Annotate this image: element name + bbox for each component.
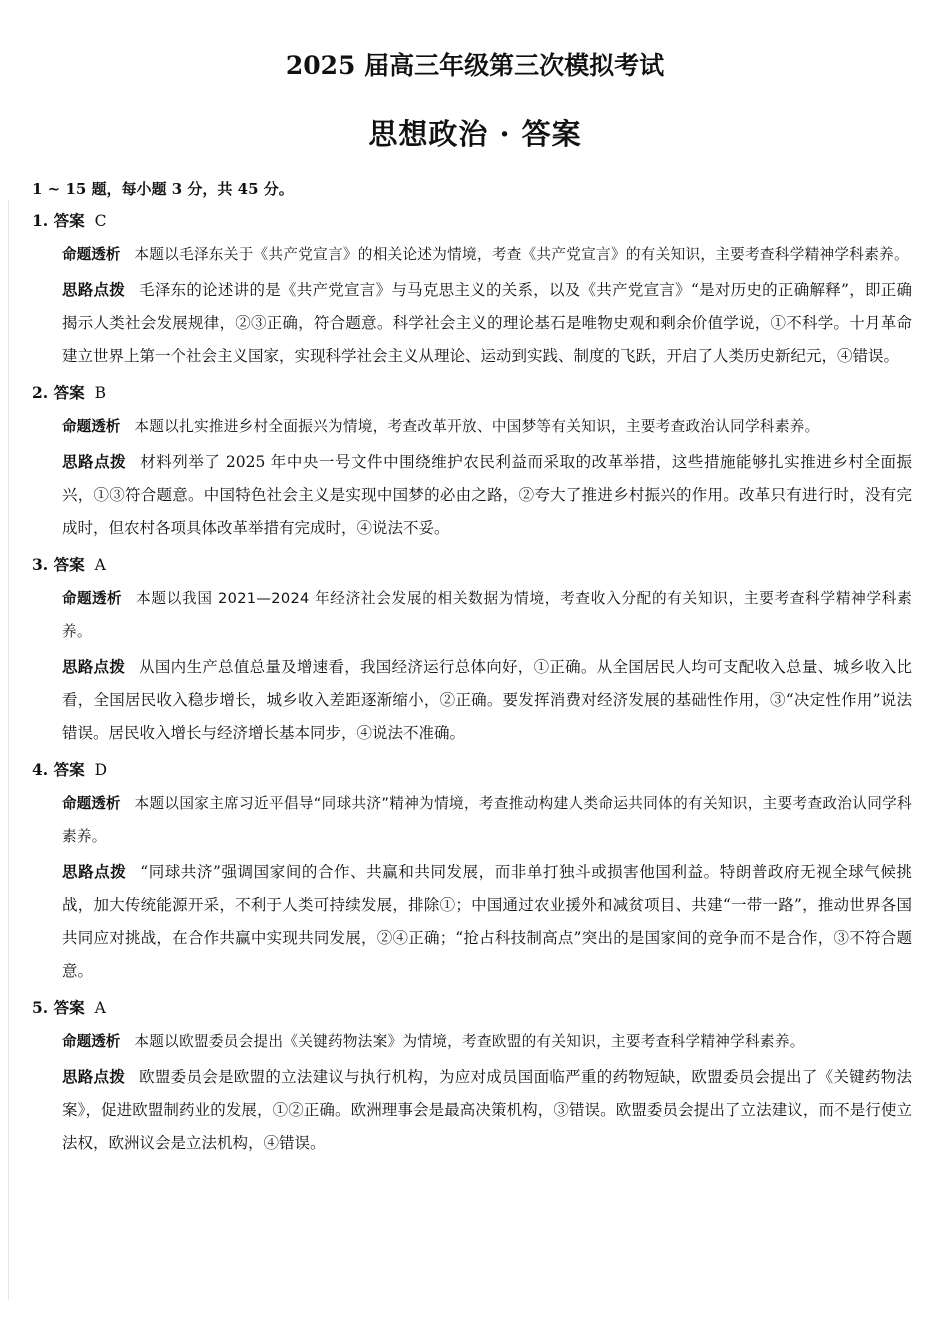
analysis-label: 命题透析 bbox=[62, 418, 121, 435]
answer-label: 答案 bbox=[53, 760, 85, 779]
answer-value: A bbox=[94, 999, 106, 1017]
exam-title: 2025 届高三年级第三次模拟考试 bbox=[285, 51, 665, 80]
question-number: 5. bbox=[32, 998, 49, 1017]
analysis-text: 本题以毛泽东关于《共产党宣言》的相关论述为情境，考查《共产党宣言》的有关知识，主要考查科学精神学科素养。 bbox=[134, 246, 909, 263]
analysis-text: 本题以扎实推进乡村全面振兴为情境，考查改革开放、中国梦等有关知识，主要考查政治认同学科素养。 bbox=[134, 418, 820, 435]
question-number: 4. bbox=[32, 760, 49, 779]
analysis-paragraph bbox=[62, 410, 912, 443]
analysis-label: 命题透析 bbox=[62, 795, 121, 812]
approach-label: 思路点拨 bbox=[62, 1068, 126, 1086]
question-2 bbox=[32, 376, 912, 545]
answer-value: B bbox=[94, 384, 106, 402]
answer-label: 答案 bbox=[53, 383, 85, 402]
approach-label: 思路点拨 bbox=[62, 658, 126, 676]
approach-label: 思路点拨 bbox=[62, 863, 127, 881]
question-number: 3. bbox=[32, 555, 49, 574]
analysis-label: 命题透析 bbox=[62, 590, 123, 607]
question-4 bbox=[32, 753, 912, 988]
analysis-paragraph bbox=[62, 582, 912, 648]
answer-line bbox=[32, 991, 912, 1025]
approach-text: 从国内生产总值总量及增速看，我国经济运行总体向好，①正确。从全国居民人均可支配收入总量、城乡收入比看，全国居民收入稳步增长，城乡收入差距逐渐缩小，②正确。要发挥消费对经济发展的基础性作用，③“决定性作用”说法错误。居民收入增长与经济增长基本同步，④说法不准确。 bbox=[62, 658, 912, 742]
analysis-paragraph bbox=[62, 238, 912, 271]
analysis-text: 本题以欧盟委员会提出《关键药物法案》为情境，考查欧盟的有关知识，主要考查科学精神学科素养。 bbox=[134, 1033, 805, 1050]
answer-line bbox=[32, 548, 912, 582]
subject-title: 思想政治 · 答案 bbox=[368, 117, 582, 151]
question-number: 2. bbox=[32, 383, 49, 402]
analysis-paragraph bbox=[62, 787, 912, 853]
analysis-text: 本题以国家主席习近平倡导“同球共济”精神为情境，考查推动构建人类命运共同体的有关知识，主要考查政治认同学科素养。 bbox=[62, 795, 912, 845]
approach-label: 思路点拨 bbox=[62, 453, 127, 471]
analysis-label: 命题透析 bbox=[62, 246, 121, 263]
approach-text: 材料列举了 2025 年中央一号文件中围绕维护农民利益而采取的改革举措，这些措施能够扎实推进乡村全面振兴，①③符合题意。中国特色社会主义是实现中国梦的必由之路，②夸大了推进乡村振兴的作用。改革只有进行时，没有完成时，但农村各项具体改革举措有完成时，④说法不妥。 bbox=[62, 453, 912, 537]
answer-label: 答案 bbox=[53, 555, 85, 574]
question-1 bbox=[32, 204, 912, 373]
approach-label: 思路点拨 bbox=[62, 281, 126, 299]
analysis-label: 命题透析 bbox=[62, 1033, 121, 1050]
question-number: 1. bbox=[32, 211, 49, 230]
approach-text: 欧盟委员会是欧盟的立法建议与执行机构，为应对成员国面临严重的药物短缺，欧盟委员会提出了《关键药物法案》，促进欧盟制药业的发展，①②正确。欧洲理事会是最高决策机构，③错误。欧盟委员会提出了立法建议，而不是行使立法权，欧洲议会是立法机构，④错误。 bbox=[62, 1068, 912, 1152]
scoring-intro: 1 ~ 15 题，每小题 3 分，共 45 分。 bbox=[32, 180, 294, 198]
approach-paragraph bbox=[62, 856, 912, 988]
scan-gutter-line bbox=[8, 200, 9, 1300]
approach-paragraph bbox=[62, 1061, 912, 1160]
approach-paragraph bbox=[62, 651, 912, 750]
answer-value: C bbox=[94, 212, 107, 230]
approach-text: “同球共济”强调国家间的合作、共赢和共同发展，而非单打独斗或损害他国利益。特朗普政府无视全球气候挑战，加大传统能源开采，不利于人类可持续发展，排除①；中国通过农业援外和减贫项目、共建“一带一路”，推动世界各国共同应对挑战，在合作共赢中实现共同发展，②④正确；“抢占科技制高点”突出的是国家间的竞争而不是合作，③不符合题意。 bbox=[62, 863, 912, 980]
approach-text: 毛泽东的论述讲的是《共产党宣言》与马克思主义的关系，以及《共产党宣言》“是对历史的正确解释”，即正确揭示人类社会发展规律，②③正确，符合题意。科学社会主义的理论基石是唯物史观和剩余价值学说，①不科学。十月革命建立世界上第一个社会主义国家，实现科学社会主义从理论、运动到实践、制度的飞跃，开启了人类历史新纪元，④错误。 bbox=[62, 281, 912, 365]
question-5 bbox=[32, 991, 912, 1160]
approach-paragraph bbox=[62, 274, 912, 373]
question-3 bbox=[32, 548, 912, 750]
answer-line bbox=[32, 204, 912, 238]
approach-paragraph bbox=[62, 446, 912, 545]
answer-label: 答案 bbox=[53, 998, 85, 1017]
answer-value: A bbox=[94, 556, 106, 574]
answer-value: D bbox=[94, 761, 108, 779]
answer-line bbox=[32, 376, 912, 410]
answer-label: 答案 bbox=[53, 211, 85, 230]
analysis-text: 本题以我国 2021—2024 年经济社会发展的相关数据为情境，考查收入分配的有关知识，主要考查科学精神学科素养。 bbox=[62, 590, 912, 640]
answer-line bbox=[32, 753, 912, 787]
analysis-paragraph bbox=[62, 1025, 912, 1058]
